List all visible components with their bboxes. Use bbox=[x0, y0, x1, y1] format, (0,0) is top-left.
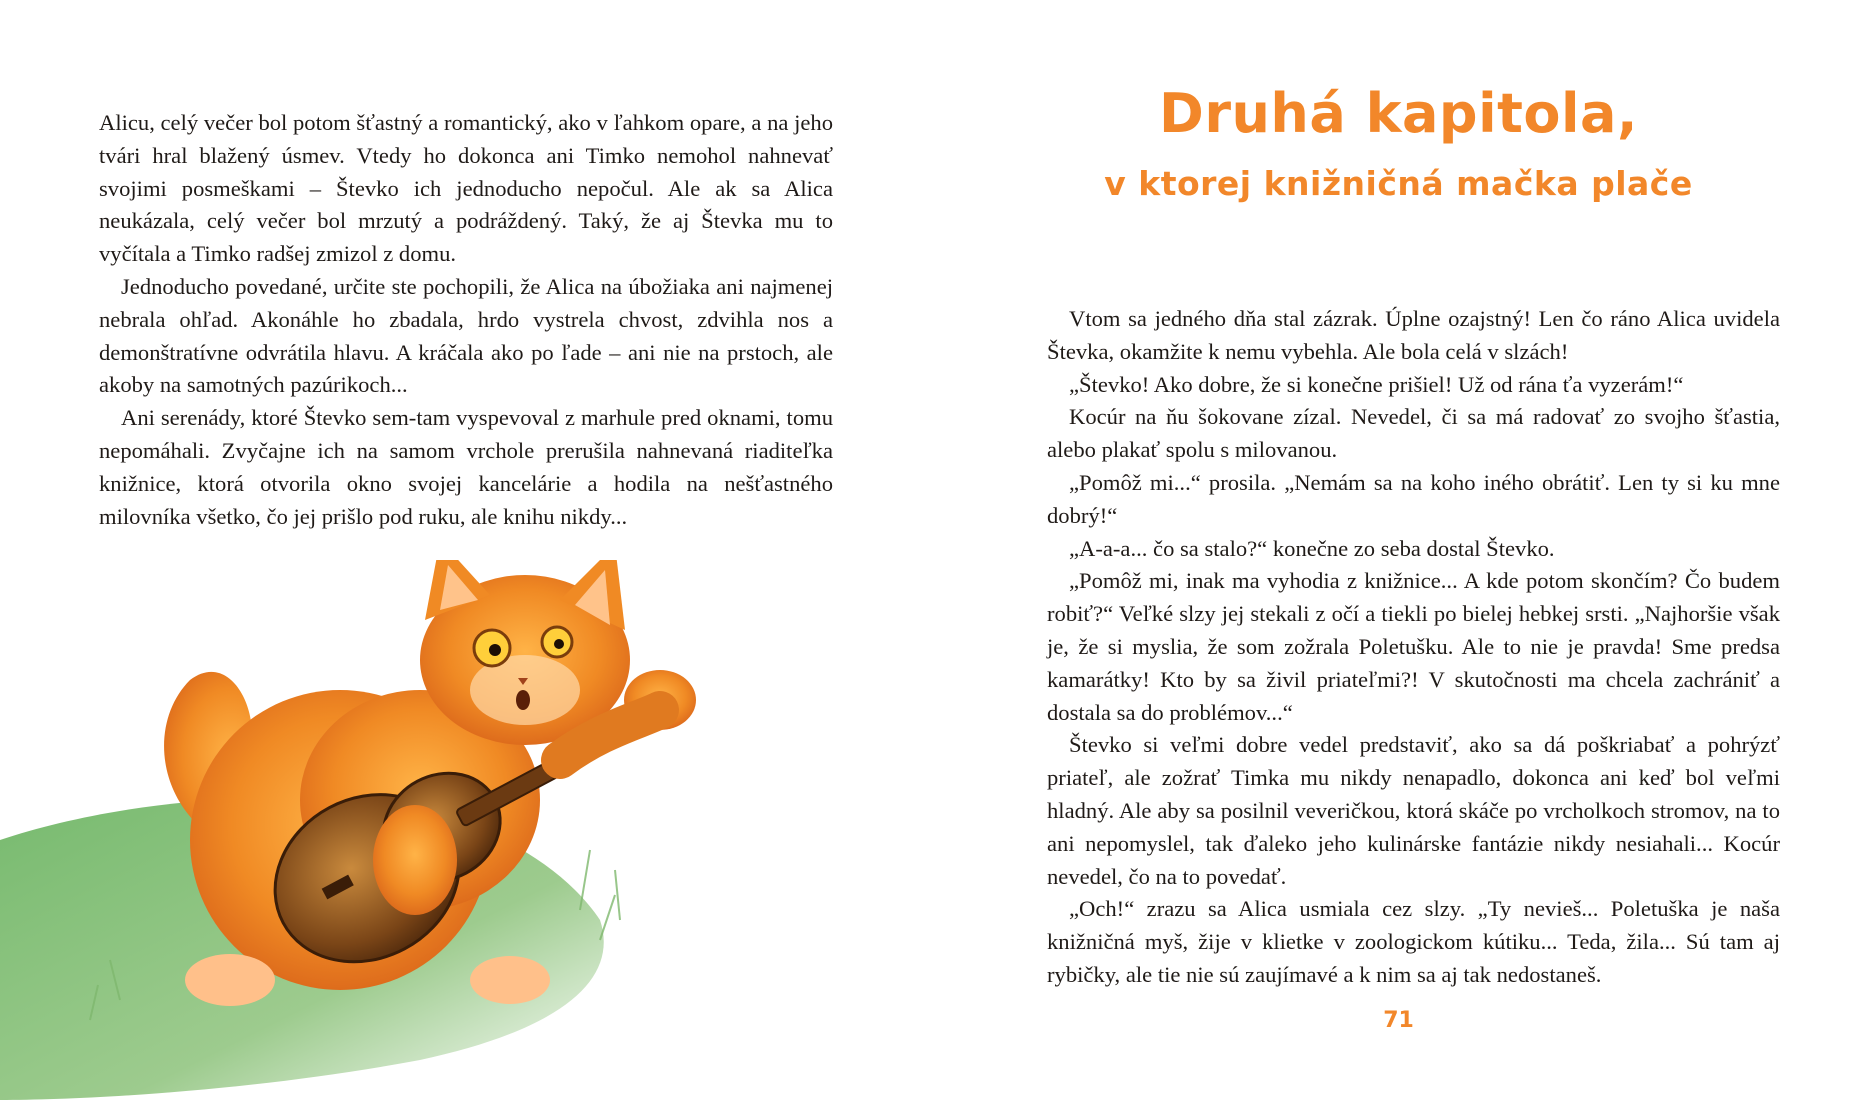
paragraph: Ani serenády, ktoré Števko sem-tam vyspevoval z marhule pred oknami, tomu nepomáhali. Zvyčajne ich na samom vrchole prerušila nahnevaná riaditeľka knižnice, ktorá otvorila okno svojej kancelárie a hodila na nešťastného milovníka všetko, čo jej prišlo pod ruku, ale knihu nikdy... bbox=[99, 405, 833, 529]
paragraph: „Pomôž mi...“ prosila. „Nemám sa na koho iného obrátiť. Len ty si ku mne dobrý!“ bbox=[1047, 469, 1780, 528]
paragraph: Kocúr na ňu šokovane zízal. Nevedel, či sa má radovať zo svojho šťastia, alebo plakať spolu s milovanou. bbox=[1047, 404, 1780, 463]
paragraph: „A-a-a... čo sa stalo?“ konečne zo seba dostal Števko. bbox=[1069, 535, 1555, 561]
chapter-heading bbox=[932, 78, 1865, 208]
chapter-subtitle: v ktorej knižničná mačka plače bbox=[1104, 164, 1693, 203]
paragraph: „Och!“ zrazu sa Alica usmiala cez slzy. „Ty nevieš... Poletuška je naša knižničná myš, žije v klietke v zoologickom kútiku... Teda, žila... Sú tam aj rybičky, ale tie nie sú zaujímavé a k nim sa aj tak nedostaneš. bbox=[1047, 896, 1780, 987]
left-page bbox=[0, 0, 932, 1100]
paragraph: Jednoducho povedané, určite ste pochopili, že Alica na úbožiaka ani najmenej nebrala ohľad. Akonáhle ho zbadala, hrdo vystrela chvost, zdvihla nos a demonštratívne odvrátila hlavu. A kráčala ako po ľade – ani nie na prstoch, ale akoby na samotných pazúrikoch... bbox=[99, 273, 833, 398]
chapter-title: Druhá kapitola, bbox=[1159, 82, 1638, 145]
paragraph: „Števko! Ako dobre, že si konečne prišiel! Už od rána ťa vyzerám!“ bbox=[1069, 371, 1684, 397]
paragraph: Vtom sa jedného dňa stal zázrak. Úplne ozajstný! Len čo ráno Alica uvidela Števka, okamžite k nemu vybehla. Ale bola celá v slzách! bbox=[1047, 306, 1780, 364]
page-number: 71 bbox=[1383, 1008, 1414, 1033]
cat-guitar-illustration bbox=[0, 560, 760, 1100]
paragraph: Števko si veľmi dobre vedel predstaviť, ako sa dá poškriabať a pohrýzť priateľ, ale zožrať Timka mu nikdy nenapadlo, dokonca ani keď bol veľmi hladný. Ale aby sa posilnil veveričkou, ktorá skáče po vrcholkoch stromov, na to ani nepomyslel, tak ďaleko jeho kulinárske fantázie nikdy nesiahali... Kocúr nevedel, čo na to povedať. bbox=[1047, 732, 1780, 889]
paragraph: Alicu, celý večer bol potom šťastný a romantický, ako v ľahkom opare, a na jeho tvári hral blažený úsmev. Vtedy ho dokonca ani Timko nemohol nahnevať svojimi posmeškami – Števko ich jednoducho nepočul. Ale ak sa Alica neukázala, celý večer bol mrzutý a podráždený. Taký, že aj Števka mu to vyčítala a Timko radšej zmizol z domu. bbox=[99, 110, 833, 267]
orange-cat-playing-guitar-icon bbox=[0, 560, 760, 1100]
left-page-text bbox=[99, 107, 833, 533]
right-page-text bbox=[1047, 303, 1780, 992]
paragraph: „Pomôž mi, inak ma vyhodia z knižnice... A kde potom skončím? Čo budem robiť?“ Veľké slzy jej stekali z očí a tiekli po bielej hebkej srsti. „Najhoršie však je, že si myslia, že som zožrala Poletušku. Ale to nie je pravda! Sme predsa kamarátky! Kto by sa živil priateľmi?! V skutočnosti ma chcela zachrániť a dostala sa do problémov...“ bbox=[1047, 568, 1780, 725]
right-page bbox=[932, 0, 1865, 1100]
